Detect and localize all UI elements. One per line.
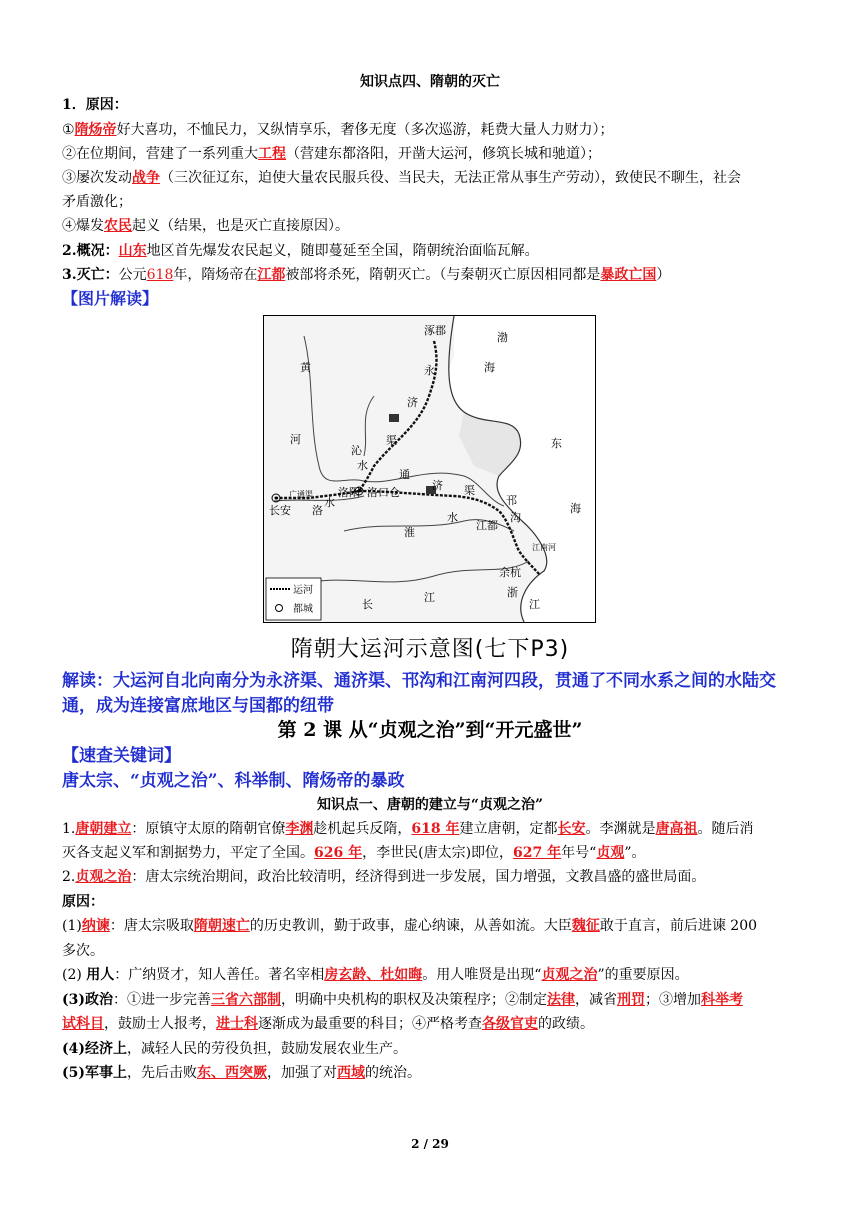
keyword: 贞观	[596, 845, 625, 861]
text: ”的重要原因。	[597, 967, 689, 983]
label: 2.概况：	[62, 243, 119, 259]
label-jiangdu: 江都	[476, 519, 498, 532]
yangtze-river	[294, 561, 529, 586]
cause-1	[62, 915, 802, 937]
grand-canal-map	[263, 315, 596, 623]
label-shan: 邗	[506, 494, 517, 507]
keyword: 魏征	[571, 918, 600, 934]
keyword: 农民	[104, 218, 132, 234]
para-tang-founding-cont	[62, 842, 802, 864]
section-title-sui-fall: 知识点四、隋朝的灭亡	[360, 74, 500, 90]
text: 的政绩。	[538, 1016, 594, 1032]
text: 灭各支起义军和割据势力，平定了全国。	[62, 845, 314, 861]
keywords: 唐太宗、“贞观之治”、科举制、隋炀帝的暴政	[62, 771, 405, 791]
text: ②在位期间，营建了一系列重大	[62, 146, 258, 162]
text: 好大喜功，不恤民力，又纵情享乐，奢侈无度（多次巡游，耗费大量人力财力）；	[116, 122, 614, 138]
text: （营建东都洛阳，开凿大运河，修筑长城和驰道）；	[286, 146, 601, 162]
keyword: 李渊	[285, 821, 314, 837]
label-guangtongqu: 广通渠	[289, 490, 313, 499]
text: ①	[62, 122, 75, 138]
label-bo: 渤	[497, 331, 508, 344]
keyword: 618	[146, 267, 174, 283]
reason-2	[62, 143, 802, 165]
page-number: 2 / 29	[411, 1137, 449, 1151]
text: 被部将杀死，隋朝灭亡。（与秦朝灭亡原因相同都是	[285, 267, 601, 283]
text: 。随后消	[697, 821, 754, 837]
text: 起义（结果，也是灭亡直接原因）。	[132, 218, 349, 234]
text: ”。	[624, 845, 646, 861]
text: 1.	[62, 821, 76, 837]
text: 2.	[62, 869, 76, 885]
label-shui: 水	[357, 459, 368, 472]
text: (1)	[62, 918, 82, 934]
text: （三次征辽东，迫使大量农民服兵役、当民夫，无法正常从事生产劳动），致使民不聊生，社会	[160, 170, 741, 186]
para-tang-founding	[62, 818, 802, 840]
label-jiangnanhe: 江南河	[532, 543, 556, 552]
keyword: 纳谏	[81, 918, 110, 934]
label-gou: 沟	[510, 511, 521, 524]
text: ，减省	[575, 992, 617, 1008]
text: ，减轻人民的劳役负担，鼓励发展农业生产。	[127, 1041, 407, 1057]
cause-2	[62, 964, 802, 986]
label-shui2: 水	[324, 496, 335, 509]
cause-1-cont: 多次。	[62, 943, 104, 959]
text: ③屡次发动	[62, 170, 132, 186]
overview	[62, 240, 802, 262]
keyword: 科举考	[701, 992, 743, 1008]
sea-area	[449, 316, 595, 622]
text: ：唐太宗统治期间，政治比较清明，经济得到进一步发展，国力增强，文教昌盛的盛世局面。	[131, 869, 706, 885]
interpretation-line-1: 解读：大运河自北向南分为永济渠、通济渠、邗沟和江南河四段，贯通了不同水系之间的水陆交	[62, 671, 776, 691]
label-hai2: 海	[570, 502, 581, 515]
map-svg	[264, 316, 595, 622]
keyword: 626 年	[314, 845, 363, 861]
keyword: 暴政亡国	[600, 267, 657, 283]
label-jiang: 江	[529, 598, 540, 611]
text: ，先后击败	[127, 1065, 197, 1081]
label: (5)军事上	[62, 1065, 127, 1081]
label-yong: 永	[424, 364, 435, 377]
keyword: 山东	[118, 243, 147, 259]
cause-5	[62, 1062, 802, 1084]
cause-3-cont	[62, 1013, 802, 1035]
label-huang: 黄	[300, 361, 311, 374]
keyword: 战争	[132, 170, 160, 186]
keyword: 进士科	[216, 1016, 258, 1032]
text: ：①进一步完善	[113, 992, 211, 1008]
reason-3-cont: 矛盾激化；	[62, 194, 132, 210]
label-shui3: 水	[447, 511, 458, 524]
label-luoyang: 洛阳	[338, 486, 360, 499]
label: (4)经济上	[62, 1041, 127, 1057]
keyword: 法律	[547, 992, 575, 1008]
granary-icon	[389, 414, 399, 422]
text: ，鼓励士人报考，	[104, 1016, 216, 1032]
text: 趁机起兵反隋，	[313, 821, 412, 837]
keyword: 房玄龄、杜如晦	[324, 967, 423, 983]
text: 敢于直言，前后进谏 200	[599, 918, 758, 934]
text: ）	[656, 267, 671, 283]
picture-heading: 【图片解读】	[62, 289, 159, 308]
label-zhuojun: 涿郡	[424, 324, 446, 337]
label-ji2: 济	[432, 479, 443, 492]
keyword: 东、西突厥	[197, 1065, 267, 1081]
text: ，李世民(唐太宗)即位，	[362, 845, 514, 861]
keyword: 工程	[258, 146, 286, 162]
text: (2)	[62, 967, 87, 983]
text: 年号“	[561, 845, 597, 861]
cause-3	[62, 989, 802, 1011]
label-changan: 长安	[269, 504, 291, 517]
reason-4	[62, 215, 802, 237]
legend-canal: 运河	[293, 585, 313, 596]
subsection-title: 知识点一、唐朝的建立与“贞观之治”	[316, 797, 544, 813]
keyword: 各级官吏	[482, 1016, 538, 1032]
text: ：唐太宗吸取	[109, 918, 194, 934]
reason-3	[62, 167, 802, 189]
keyword: 618 年	[411, 821, 460, 837]
text: 的历史教训，勤于政事，虚心纳谏，从善如流。大臣	[249, 918, 572, 934]
causes-label: 原因：	[62, 894, 104, 910]
text: ④爆发	[62, 218, 104, 234]
legend-capital: 都城	[293, 604, 313, 615]
text: 建立唐朝，定都	[459, 821, 558, 837]
cause-4	[62, 1038, 802, 1060]
label: (3)政治	[62, 992, 113, 1008]
text: 。李渊就是	[585, 821, 656, 837]
text: 公元	[118, 267, 147, 283]
lesson-title: 第 2 课 从“贞观之治”到“开元盛世”	[277, 719, 583, 741]
keyword: 长安	[557, 821, 586, 837]
text: ；③增加	[645, 992, 701, 1008]
label-luo: 洛	[312, 504, 323, 517]
label-tong: 通	[399, 468, 410, 481]
keywords-heading: 【速查关键词】	[62, 746, 181, 766]
text: ：原镇守太原的隋朝官僚	[131, 821, 286, 837]
label-huai: 淮	[404, 526, 415, 539]
keyword: 唐高祖	[655, 821, 698, 837]
keyword: 唐朝建立	[75, 821, 132, 837]
label-chang: 长	[362, 598, 373, 611]
reasons-label: 1．原因：	[62, 97, 128, 113]
text: 的统治。	[365, 1065, 421, 1081]
keyword: 隋炀帝	[74, 122, 117, 138]
keyword: 西域	[337, 1065, 365, 1081]
text: 。用人唯贤是出现“	[422, 967, 542, 983]
keyword: 627 年	[513, 845, 562, 861]
label-hai1: 海	[484, 361, 495, 374]
label-luokoucang: 洛口仓	[367, 486, 400, 499]
text: ，加强了对	[267, 1065, 337, 1081]
text: 逐渐成为最重要的科目；④严格考查	[258, 1016, 482, 1032]
label-jiang2: 江	[424, 591, 435, 604]
qin-river	[364, 396, 374, 456]
keyword: 江都	[257, 267, 286, 283]
fall	[62, 264, 802, 286]
keyword: 试科目	[62, 1016, 104, 1032]
label-zhe: 浙	[507, 586, 518, 599]
reason-1	[62, 119, 802, 141]
map-caption: 隋朝大运河示意图(七下P3)	[290, 637, 570, 662]
label: 3.灭亡：	[62, 267, 119, 283]
label-dong: 东	[551, 437, 562, 450]
label-he: 河	[290, 433, 301, 446]
keyword: 三省六部制	[211, 992, 281, 1008]
text: ：广纳贤才，知人善任。著名宰相	[114, 967, 325, 983]
text: 地区首先爆发农民起义，随即蔓延至全国，隋朝统治面临瓦解。	[146, 243, 539, 259]
keyword: 贞观之治	[541, 967, 598, 983]
label-yuhang: 余杭	[499, 566, 521, 579]
keyword: 刑罚	[617, 992, 645, 1008]
capital-dot	[275, 497, 278, 500]
text: ，明确中央机构的职权及决策程序；②制定	[281, 992, 547, 1008]
label: 用人	[86, 967, 115, 983]
para-zhenguan	[62, 866, 802, 888]
label-qu: 渠	[386, 434, 397, 447]
label-qin: 沁	[351, 444, 362, 457]
keyword: 隋朝速亡	[193, 918, 250, 934]
keyword: 贞观之治	[75, 869, 132, 885]
label-ji: 济	[407, 396, 418, 409]
text: 年，隋炀帝在	[173, 267, 258, 283]
interpretation-line-2: 通，成为连接富庶地区与国都的纽带	[62, 696, 334, 716]
label-qu2: 渠	[464, 484, 475, 497]
